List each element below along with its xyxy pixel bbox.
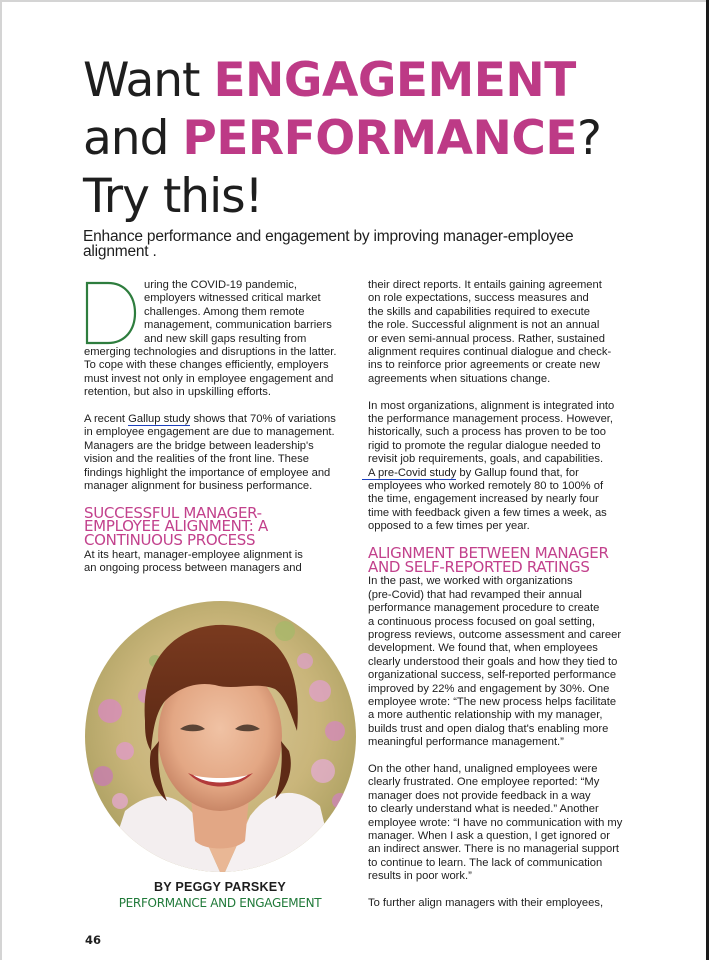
- page-border-left: [0, 0, 2, 960]
- article-subtitle: Enhance performance and engagement by improving manager-employee alignment .: [83, 228, 574, 260]
- article-title: [83, 52, 683, 226]
- title-highlight-performance: PERFORMANCE: [182, 111, 577, 166]
- left-column: [84, 279, 362, 589]
- gallup-paragraph: A recent Gallup study shows that 70% of variations in employee engagement are due to management. Managers are the bridge between leadership's vision and the realities of the front line. These findings highlight the importance of employee and manager alignment for business performance.: [84, 413, 336, 493]
- title-highlight-engagement: ENGAGEMENT: [213, 53, 576, 108]
- page-border-top: [0, 0, 709, 2]
- section1-paragraph: At its heart, manager-employee alignment is an ongoing process between managers and: [84, 548, 303, 575]
- dropcap-d-icon: [84, 280, 138, 346]
- title-line-3: Try this!: [83, 169, 263, 224]
- closing-paragraph: To further align managers with their employees,: [368, 897, 604, 909]
- title-line-1: Want ENGAGEMENT: [83, 53, 576, 108]
- right-column: [368, 279, 658, 924]
- author-photo: [85, 601, 356, 872]
- link-underline: [362, 479, 456, 480]
- unaligned-employees-paragraph: On the other hand, unaligned employees were clearly frustrated. One employee reported: “My manager does not provide feedback in a way to clearly understand what is needed.” Another employee wrote: “I have no communication with my manager. When I ask a question, I get ignored or an indirect answer. There is no managerial support to continue to learn. The lack of communication results in poor work.”: [368, 762, 623, 883]
- gallup-study-link[interactable]: Gallup study: [128, 413, 191, 426]
- page-number: 46: [85, 933, 102, 947]
- organizations-paragraph: In most organizations, alignment is integrated into the performance management process. However, historically, such a process has proven to be too rigid to promote the regular dialogue needed to revisit job requirements, goals, and capabilities. A pre-Covid study by Gallup found that, for employees who worked remotely 80 to 100% of the time, engagement increased by nearly four time with feedback given a few times a week, as opposed to a few times per year.: [368, 400, 658, 534]
- section-heading-successful-alignment: SUCCESSFUL MANAGER- EMPLOYEE ALIGNMENT: A CONTINUOUS PROCESS: [84, 503, 268, 550]
- section2-paragraph: In the past, we worked with organizations (pre-Covid) that had revamped their annual performance management procedure to create a continuous process focused on goal setting, progress reviews, outcome assessment and career development. We found that, when employees clearly understood their goals and how they tied to organizational success, self-reported performance improved by 22% and engagement by 30%. One employee wrote: “The new process helps facilitate a more authentic relationship with my manager, builds trust and open dialog that's enabling more meaningful performance management.”: [368, 575, 622, 749]
- author-byline: BY PEGGY PARSKEY: [154, 880, 286, 894]
- section-heading-self-reported-ratings: ALIGNMENT BETWEEN MANAGER AND SELF-REPORTED RATINGS: [368, 544, 609, 576]
- article-category: PERFORMANCE AND ENGAGEMENT: [118, 896, 322, 910]
- direct-reports-paragraph: their direct reports. It entails gaining agreement on role expectations, success measures and the skills and capabilities required to execute the role. Successful alignment is not an annual or even semi-annual process. Rather, sustained alignment requires continual dialogue and check- ins to reinforce prior agreements or create new agreements when situations change.: [368, 279, 612, 385]
- intro-paragraph: uring the COVID-19 pandemic, employers witnessed critical market challenges. Among them remote management, communication barriers and new skill gaps resulting from emerging technologies and disruptions in the latter. To cope with these changes efficiently, employers must invest not only in employee engagement and retention, but also in upskilling efforts.: [84, 279, 337, 399]
- pre-covid-study-link[interactable]: A pre-Covid study: [368, 467, 456, 479]
- title-line-2: and PERFORMANCE?: [83, 111, 601, 166]
